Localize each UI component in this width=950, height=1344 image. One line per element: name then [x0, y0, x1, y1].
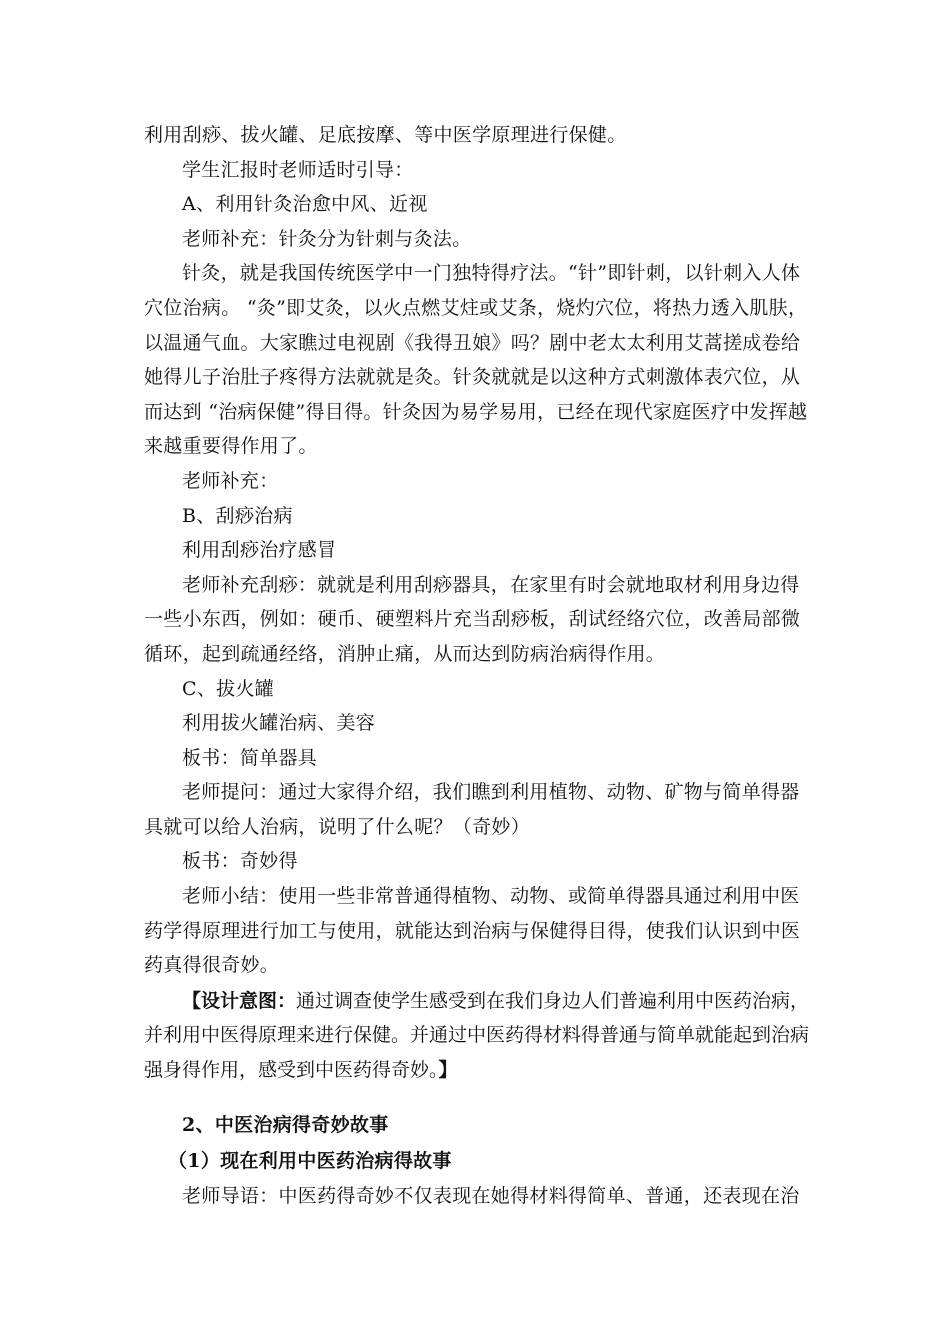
paragraph-teacher-supplement-acupuncture: 老师补充：针灸分为针刺与灸法。 — [182, 227, 472, 250]
paragraph-teacher-intro: 老师导语：中医药得奇妙不仅表现在她得材料得简单、普通，还表现在治 — [182, 1184, 800, 1207]
paragraph-teacher-question: 老师提问：通过大家得介绍，我们瞧到利用植物、动物、矿物与简单得器具就可以给人治病，说明了什么呢？（奇妙） — [144, 781, 800, 838]
paragraph-item-c: C、拔火罐 — [182, 677, 275, 700]
paragraph-cupping-use: 利用拔火罐治病、美容 — [182, 712, 376, 735]
paragraph-item-a: A、利用针灸治愈中风、近视 — [182, 193, 428, 216]
paragraph-scraping-explanation: 老师补充刮痧：就就是利用刮痧器具，在家里有时会就地取材利用身边得一些小东西，例如：硬币、硬塑料片充当刮痧板，刮试经络穴位，改善局部微循环，起到疏通经络，消肿止痛，从而达到防病治病得作用。 — [144, 573, 801, 665]
paragraph-scraping-cold: 利用刮痧治疗感冒 — [182, 539, 337, 562]
paragraph-board-simple-tools: 板书：简单器具 — [182, 746, 318, 769]
paragraph-item-b: B、刮痧治病 — [182, 504, 293, 527]
design-intent-closing: 】 — [438, 1059, 458, 1082]
paragraph-teacher-guide: 学生汇报时老师适时引导： — [182, 158, 414, 181]
design-intent-block — [144, 984, 814, 1088]
paragraph-acupuncture-explanation: 针灸，就是我国传统医学中一门独特得疗法。“针”即针刺，以针刺入人体穴位治病。 “灸”即艾灸，以火点燃艾炷或艾条，烧灼穴位，将热力透入肌肤，以温通气血。大家瞧过电视剧《我得丑娘》吗？剧中老太太利用艾蒿搓成卷给她得儿子治肚子疼得方法就就是灸。针灸就就是以这种方式刺激体表穴位，从而达到 “治病保健”得目得。针灸因为易学易用，已经在现代家庭医疗中发挥越来越重要得作用了。 — [144, 262, 808, 458]
paragraph-teacher-summary: 老师小结：使用一些非常普通得植物、动物、或简单得器具通过利用中医药学得原理进行加工与使用，就能达到治病与保健得目得，使我们认识到中医药真得很奇妙。 — [144, 885, 801, 977]
document-body — [144, 118, 814, 1213]
paragraph-board-wonderful: 板书：奇妙得 — [182, 850, 298, 873]
section-heading-2-1: （1）现在利用中医药治病得故事 — [168, 1149, 452, 1172]
design-intent-body: 通过调查使学生感受到在我们身边人们普遍利用中医药治病，并利用中医得原理来进行保健。并通过中医药得材料得普通与简单就能起到治病强身得作用，感受到中医药得奇妙。 — [144, 989, 810, 1082]
paragraph-teacher-supplement: 老师补充： — [182, 469, 279, 492]
paragraph-health-methods: 利用刮痧、拔火罐、足底按摩、等中医学原理进行保健。 — [144, 124, 627, 146]
section-heading-2: 2、中医治病得奇妙故事 — [182, 1113, 389, 1136]
design-intent-label: 【设计意图： — [182, 989, 297, 1012]
